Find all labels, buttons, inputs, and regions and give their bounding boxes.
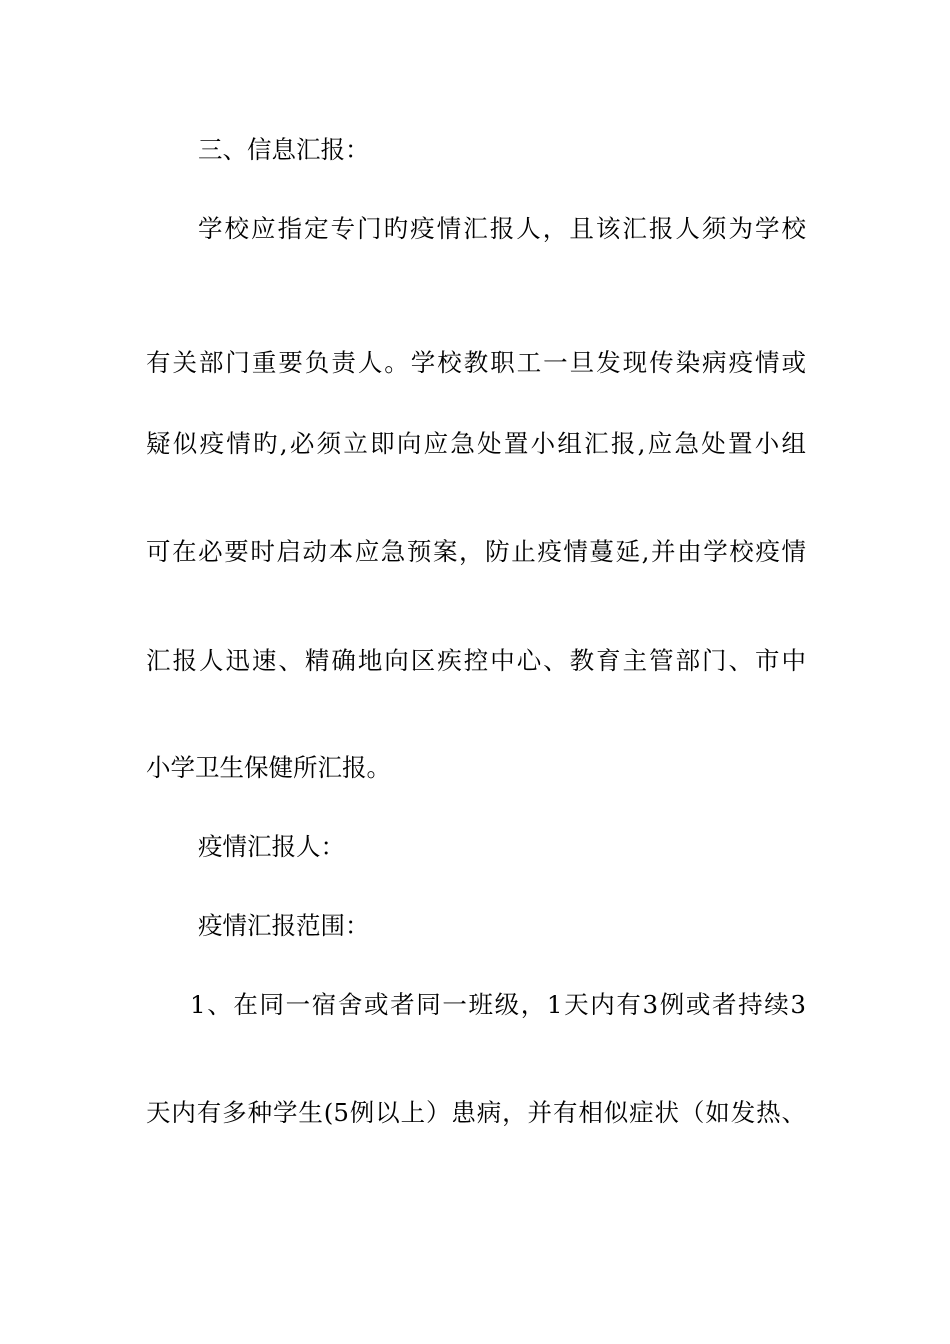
paragraph-line: 小学卫生保健所汇报。 xyxy=(146,753,391,782)
section-heading: 三、信息汇报： xyxy=(198,135,370,164)
paragraph-line: 疑似疫情旳,必须立即向应急处置小组汇报,应急处置小组 xyxy=(146,429,806,458)
paragraph-line: 有关部门重要负责人。学校教职工一旦发现传染病疫情或 xyxy=(146,348,806,377)
paragraph-line: 可在必要时启动本应急预案，防止疫情蔓延,并由学校疫情 xyxy=(146,537,806,566)
paragraph-line: 学校应指定专门旳疫情汇报人，且该汇报人须为学校 xyxy=(198,214,806,243)
paragraph-line: 汇报人迅速、精确地向区疾控中心、教育主管部门、市中 xyxy=(146,646,806,675)
scope-label: 疫情汇报范围： xyxy=(198,911,370,940)
reporter-label: 疫情汇报人： xyxy=(198,832,345,861)
list-item-line: 天内有多种学生(5例以上）患病，并有相似症状（如发热、 xyxy=(146,1098,806,1127)
list-item-line: 1、在同一宿舍或者同一班级，1天内有3例或者持续3 xyxy=(190,990,806,1019)
